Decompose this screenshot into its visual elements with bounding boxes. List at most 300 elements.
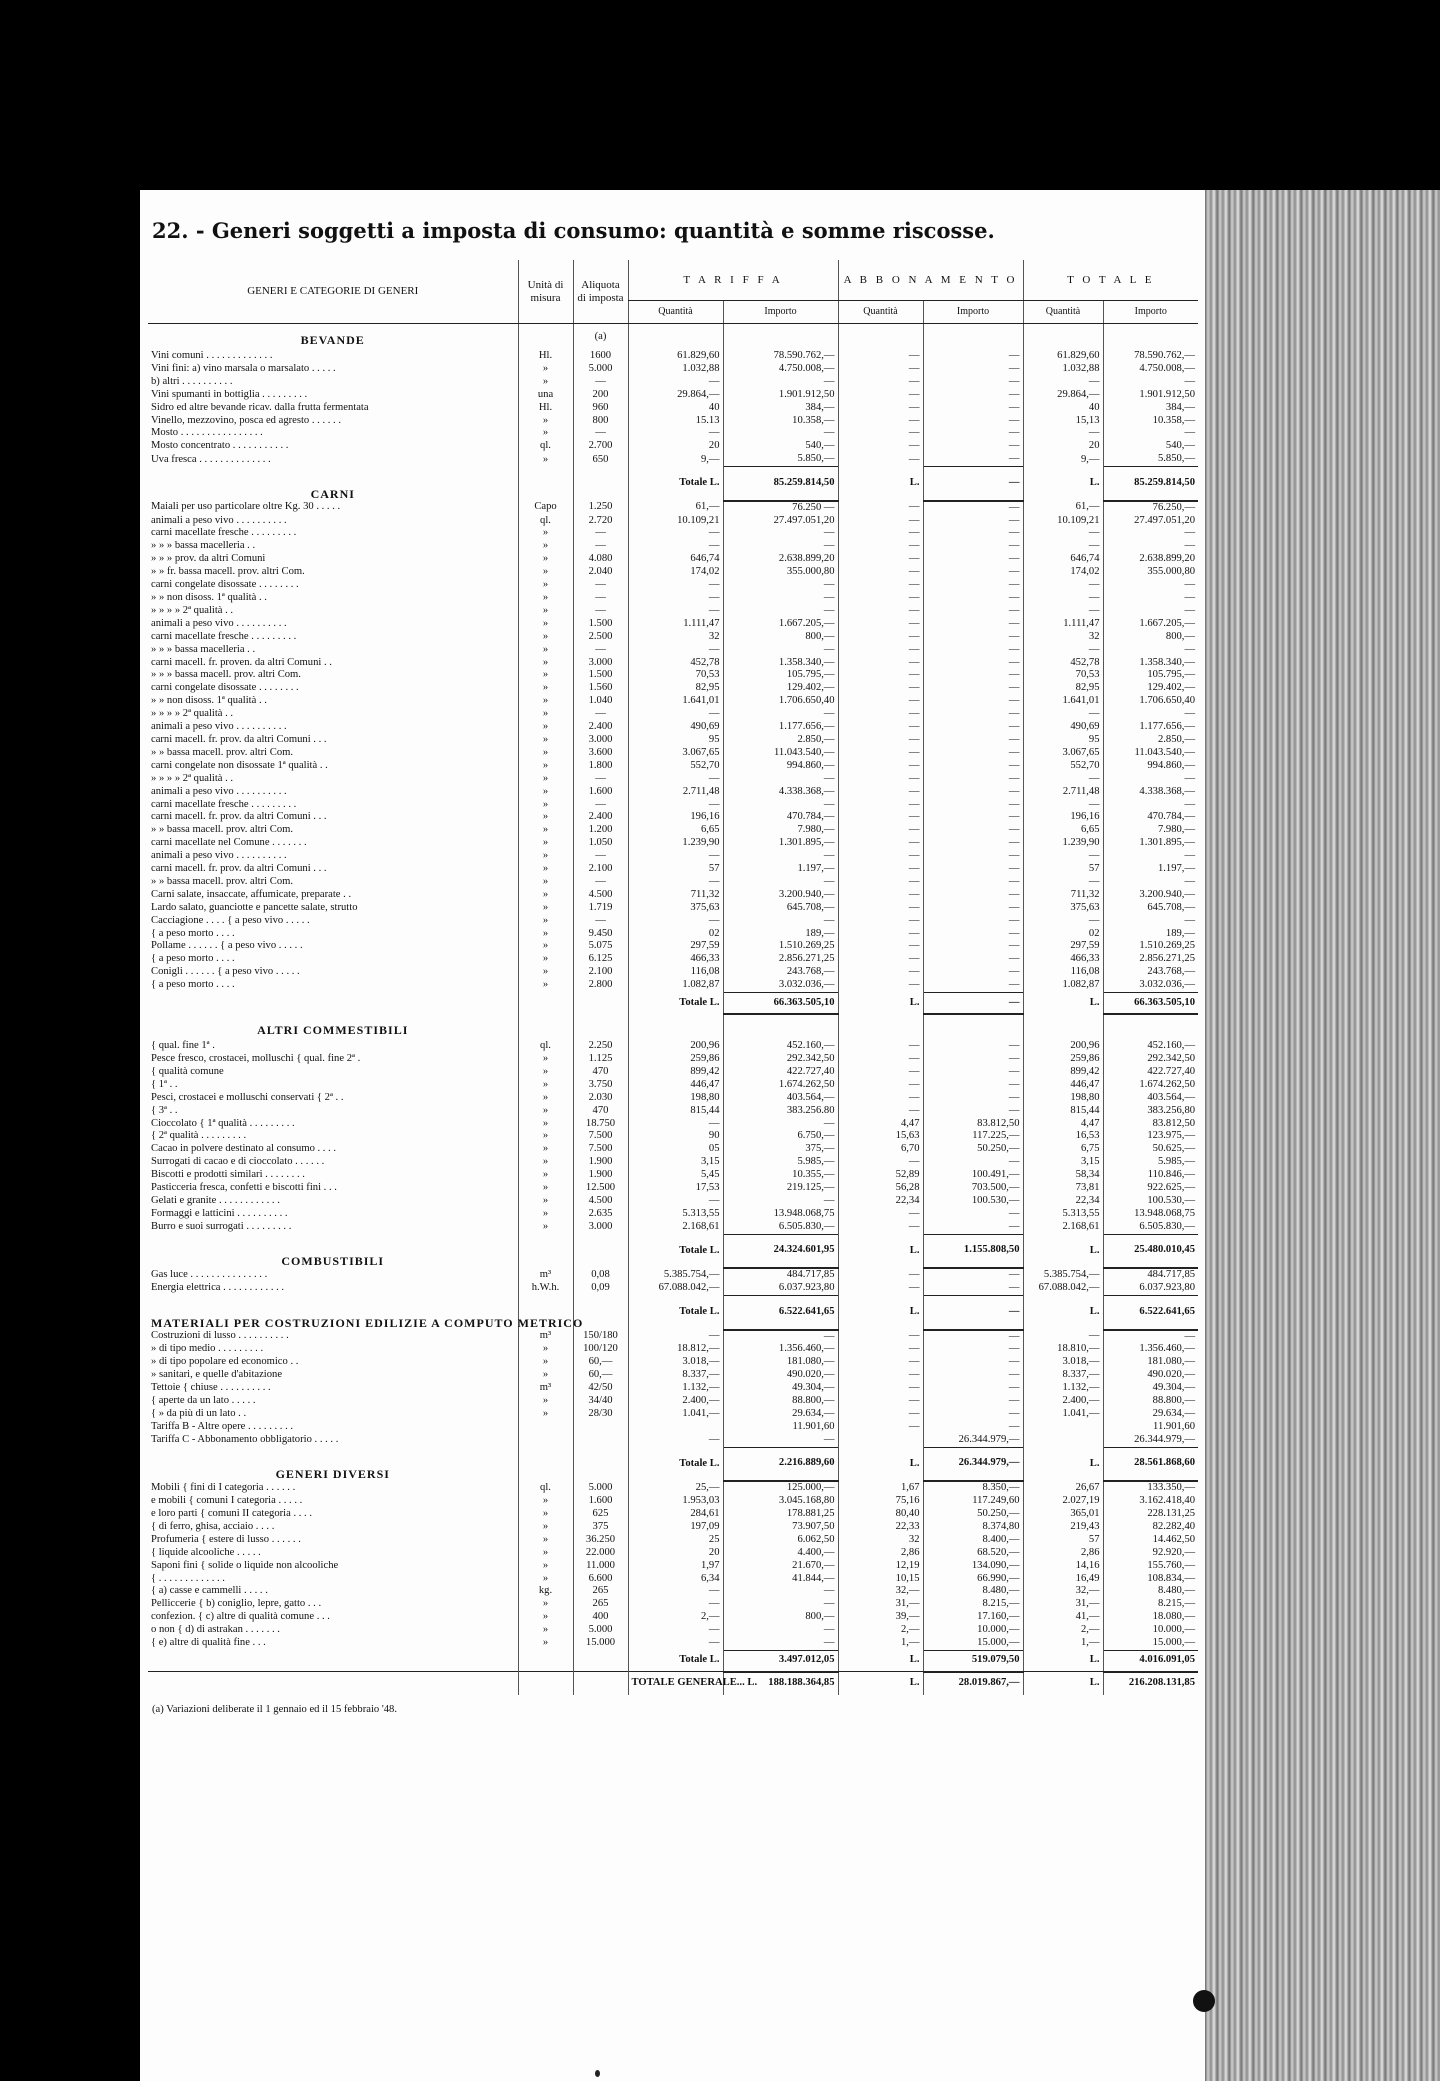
total-amount: 189,— [1103, 928, 1198, 941]
unit-cell: ql. [518, 515, 573, 528]
tariff-amount: 105.795,— [723, 669, 838, 682]
subscription-amount: — [923, 1421, 1023, 1434]
total-quantity: 552,70 [1023, 760, 1103, 773]
subscription-quantity: — [838, 657, 923, 670]
unit-cell: » [518, 876, 573, 889]
category-label: carni macell. fr. prov. da altri Comuni . . . [151, 811, 327, 823]
category-label: carni macellate fresche . . . . . . . . . [151, 527, 297, 539]
subscription-amount: — [923, 389, 1023, 402]
subscription-quantity: — [838, 811, 923, 824]
category-label: carni macellate fresche . . . . . . . . . [151, 630, 297, 642]
total-quantity: — [1023, 876, 1103, 889]
tariff-amount: 49.304,— [723, 1382, 838, 1395]
total-amount: 1.674.262,50 [1103, 1079, 1198, 1092]
tariff-quantity: 40 [628, 402, 723, 415]
total-quantity: 18.810,— [1023, 1343, 1103, 1356]
total-quantity: L. [1023, 1234, 1103, 1268]
subscription-amount: — [923, 811, 1023, 824]
total-quantity: 1.041,— [1023, 1408, 1103, 1421]
total-quantity: 2,— [1023, 1624, 1103, 1637]
empty-cell [628, 1421, 723, 1434]
subscription-quantity: — [838, 747, 923, 760]
rate-cell: 7.500 [573, 1143, 628, 1156]
tariff-quantity: — [628, 708, 723, 721]
subscription-quantity: — [838, 1356, 923, 1369]
tariff-quantity: — [628, 427, 723, 440]
subscription-amount: — [923, 1395, 1023, 1408]
table-row [148, 1195, 1198, 1208]
unit-cell: » [518, 966, 573, 979]
tariff-amount: 4.750.008,— [723, 363, 838, 376]
section-title: MATERIALI PER COSTRUZIONI EDILIZIE A COMPUTO METRICO [151, 1315, 584, 1330]
unit-cell: » [518, 1624, 573, 1637]
category-label: » » » prov. da altri Comuni [151, 553, 266, 565]
tariff-quantity: — [628, 1598, 723, 1611]
category-label: Sidro ed altre bevande ricav. dalla frutta fermentata [151, 401, 369, 413]
table-row [148, 1395, 1198, 1408]
tariff-quantity: 8.337,— [628, 1369, 723, 1382]
category-label: » di tipo popolare ed economico . . [151, 1356, 299, 1368]
subscription-amount: — [923, 1221, 1023, 1234]
rate-cell: 375 [573, 1521, 628, 1534]
category-label: { aperte da un lato . . . . . [151, 1395, 256, 1407]
subscription-quantity: — [838, 1208, 923, 1221]
rate-cell: 34/40 [573, 1395, 628, 1408]
tariff-quantity: Totale L. [628, 1234, 723, 1268]
tariff-quantity: 259,86 [628, 1053, 723, 1066]
total-quantity: L. [1023, 467, 1103, 501]
subscription-amount: — [923, 592, 1023, 605]
total-amount: 66.363.505,10 [1103, 993, 1198, 1015]
total-amount: — [1103, 527, 1198, 540]
total-quantity: L. [1023, 993, 1103, 1015]
total-amount: — [1103, 915, 1198, 928]
tariff-quantity: — [628, 579, 723, 592]
subscription-amount: — [923, 618, 1023, 631]
total-row [148, 993, 1198, 1015]
section-title: GENERI DIVERSI [275, 1467, 390, 1482]
rate-cell: 6.125 [573, 953, 628, 966]
total-amount: 6.505.830,— [1103, 1221, 1198, 1234]
unit-cell: » [518, 1343, 573, 1356]
tariff-amount: 6.522.641,65 [723, 1296, 838, 1330]
tariff-amount: 1.674.262,50 [723, 1079, 838, 1092]
subscription-amount: 83.812,50 [923, 1118, 1023, 1131]
category-label: { a peso morto . . . . [151, 953, 235, 965]
rate-cell: 2.250 [573, 1040, 628, 1053]
total-row [148, 1296, 1198, 1330]
tariff-quantity: 25,— [628, 1481, 723, 1495]
table-row [148, 1092, 1198, 1105]
subscription-quantity: L. [838, 1447, 923, 1481]
rate-cell: 1.050 [573, 837, 628, 850]
total-quantity: 174,02 [1023, 566, 1103, 579]
table-row [148, 979, 1198, 992]
subscription-quantity: 1,67 [838, 1481, 923, 1495]
table-row [148, 1066, 1198, 1079]
rate-cell: 28/30 [573, 1408, 628, 1421]
unit-cell: » [518, 1092, 573, 1105]
category-label: » » non disoss. 1ª qualità . . [151, 695, 267, 707]
rate-cell: 960 [573, 402, 628, 415]
tariff-quantity: 02 [628, 928, 723, 941]
tariff-quantity: — [628, 1585, 723, 1598]
table-row [148, 1268, 1198, 1282]
total-quantity: L. [1023, 1672, 1103, 1695]
subscription-amount: 15.000,— [923, 1637, 1023, 1650]
total-amount: 15.000,— [1103, 1637, 1198, 1650]
unit-cell: » [518, 553, 573, 566]
section-heading-row [148, 324, 1198, 351]
subscription-amount: 134.090,— [923, 1560, 1023, 1573]
subscription-quantity: — [838, 1369, 923, 1382]
empty-cell [518, 1447, 573, 1481]
unit-cell: » [518, 902, 573, 915]
total-amount: 1.667.205,— [1103, 618, 1198, 631]
table-row [148, 566, 1198, 579]
table-row [148, 966, 1198, 979]
rate-cell: 4.500 [573, 889, 628, 902]
subscription-quantity: — [838, 427, 923, 440]
total-amount: 3.032.036,— [1103, 979, 1198, 992]
table-row [148, 953, 1198, 966]
rate-cell: 1.500 [573, 618, 628, 631]
unit-cell: h.W.h. [518, 1282, 573, 1295]
tariff-amount: 994.860,— [723, 760, 838, 773]
rate-cell: 2.720 [573, 515, 628, 528]
total-amount: 7.980,— [1103, 824, 1198, 837]
category-label: carni congelate disossate . . . . . . . . [151, 579, 299, 591]
category-label: » » » » 2ª qualità . . [151, 604, 234, 616]
total-quantity: — [1023, 592, 1103, 605]
category-label: animali a peso vivo . . . . . . . . . . [151, 785, 287, 797]
unit-cell: ql. [518, 1040, 573, 1053]
tariff-amount: 5.985,— [723, 1156, 838, 1169]
rate-cell: 2.400 [573, 721, 628, 734]
subscription-amount: 68.520,— [923, 1547, 1023, 1560]
total-amount: 49.304,— [1103, 1382, 1198, 1395]
subscription-amount: — [923, 902, 1023, 915]
tariff-amount: 800,— [723, 631, 838, 644]
total-amount: 384,— [1103, 402, 1198, 415]
tariff-amount: 243.768,— [723, 966, 838, 979]
tariff-amount: 125.000,— [723, 1481, 838, 1495]
unit-cell: » [518, 1118, 573, 1131]
category-label: { » da più di un lato . . [151, 1407, 247, 1419]
rate-cell: 2.030 [573, 1092, 628, 1105]
total-amount: — [1103, 799, 1198, 812]
total-quantity: 365,01 [1023, 1508, 1103, 1521]
tariff-amount: 540,— [723, 440, 838, 453]
unit-cell: » [518, 824, 573, 837]
tariff-quantity: 466,33 [628, 953, 723, 966]
category-label: animali a peso vivo . . . . . . . . . . [151, 850, 287, 862]
subscription-quantity: — [838, 540, 923, 553]
category-label: Vini comuni . . . . . . . . . . . . . [151, 350, 273, 361]
subscription-quantity: 22,33 [838, 1521, 923, 1534]
empty-cell [923, 1014, 1023, 1040]
subscription-amount: — [923, 695, 1023, 708]
tariff-amount: 88.800,— [723, 1395, 838, 1408]
unit-cell: » [518, 760, 573, 773]
category-label: Mosto . . . . . . . . . . . . . . . . [151, 427, 263, 439]
total-quantity: — [1023, 605, 1103, 618]
category-label: carni macellate fresche . . . . . . . . . [151, 798, 297, 810]
subscription-quantity: — [838, 876, 923, 889]
subscription-quantity: — [838, 553, 923, 566]
total-amount: 25.480.010,45 [1103, 1234, 1198, 1268]
rate-cell: 7.500 [573, 1130, 628, 1143]
category-label: Mobili { fini di I categoria . . . . . . [151, 1481, 296, 1493]
total-amount: — [1103, 708, 1198, 721]
total-amount: 29.634,— [1103, 1408, 1198, 1421]
total-quantity: 8.337,— [1023, 1369, 1103, 1382]
total-quantity: — [1023, 799, 1103, 812]
table-row [148, 1130, 1198, 1143]
tariff-quantity: — [628, 540, 723, 553]
total-amount: 5.850,— [1103, 453, 1198, 466]
total-quantity: 219,43 [1023, 1521, 1103, 1534]
empty-cell [1023, 1014, 1103, 1040]
unit-cell: m³ [518, 1382, 573, 1395]
subscription-amount: — [923, 837, 1023, 850]
category-label: Lardo salato, guanciotte e pancette salate, strutto [151, 901, 358, 913]
rate-cell: 470 [573, 1066, 628, 1079]
empty-cell [518, 1672, 573, 1695]
table-row [148, 553, 1198, 566]
unit-cell: » [518, 1573, 573, 1586]
tariff-amount: 11.043.540,— [723, 747, 838, 760]
subscription-quantity: — [838, 402, 923, 415]
unit-cell: ql. [518, 1481, 573, 1495]
subscription-amount: — [923, 966, 1023, 979]
table-row [148, 1382, 1198, 1395]
subscription-quantity: 32,— [838, 1585, 923, 1598]
subscription-quantity: — [838, 979, 923, 992]
total-amount: 383.256,80 [1103, 1105, 1198, 1118]
total-quantity: 26,67 [1023, 1481, 1103, 1495]
empty-cell [628, 1014, 723, 1040]
category-label: Pollame . . . . . . { a peso vivo . . . . . [151, 940, 303, 952]
tariff-amount: 1.358.340,— [723, 657, 838, 670]
total-quantity: 61,— [1023, 501, 1103, 515]
tariff-quantity: — [628, 850, 723, 863]
table-row [148, 1521, 1198, 1534]
table-row [148, 363, 1198, 376]
total-row [148, 467, 1198, 501]
subscription-quantity: — [838, 824, 923, 837]
section-title: BEVANDE [300, 332, 365, 347]
tariff-amount: 3.200.940,— [723, 889, 838, 902]
tariff-quantity: 57 [628, 863, 723, 876]
tariff-quantity: — [628, 592, 723, 605]
subscription-amount: — [923, 553, 1023, 566]
table-row [148, 376, 1198, 389]
subscription-amount: — [923, 540, 1023, 553]
total-amount: 181.080,— [1103, 1356, 1198, 1369]
tariff-quantity: 200,96 [628, 1040, 723, 1053]
subscription-quantity: 4,47 [838, 1118, 923, 1131]
table-row [148, 1221, 1198, 1234]
tariff-amount: 78.590.762,— [723, 350, 838, 363]
category-label: { . . . . . . . . . . . . . [151, 1572, 225, 1584]
category-label: Surrogati di cacao e di cioccolato . . . . . . [151, 1156, 325, 1168]
category-label: Cacao in polvere destinato al consumo . . . . [151, 1143, 337, 1155]
total-amount: 3.162.418,40 [1103, 1495, 1198, 1508]
tariff-quantity: Totale L. [628, 1650, 723, 1672]
tariff-quantity: Totale L. [628, 467, 723, 501]
total-quantity: 1.641,01 [1023, 695, 1103, 708]
category-label: Pasticceria fresca, confetti e biscotti fini . . . [151, 1182, 337, 1194]
total-quantity: 14,16 [1023, 1560, 1103, 1573]
total-quantity: 57 [1023, 1534, 1103, 1547]
subscription-quantity: L. [838, 1672, 923, 1695]
category-label: { 1ª . . [151, 1078, 178, 1090]
subscription-quantity: — [838, 786, 923, 799]
tariff-amount: 2.638.899,20 [723, 553, 838, 566]
total-quantity: 196,16 [1023, 811, 1103, 824]
header-amount: Importo [723, 301, 838, 324]
tariff-amount: 2.850,— [723, 734, 838, 747]
tariff-amount: — [723, 579, 838, 592]
table-row [148, 1547, 1198, 1560]
subscription-quantity: — [838, 1221, 923, 1234]
category-label: { 2ª qualità . . . . . . . . . [151, 1130, 247, 1142]
empty-cell [838, 1014, 923, 1040]
tariff-quantity: 17,53 [628, 1182, 723, 1195]
unit-cell: » [518, 527, 573, 540]
tariff-amount: 188.188.364,85 [723, 1672, 838, 1695]
rate-cell: 625 [573, 1508, 628, 1521]
tariff-amount: 1.301.895,— [723, 837, 838, 850]
total-amount: — [1103, 773, 1198, 786]
total-quantity: 5.313,55 [1023, 1208, 1103, 1221]
total-quantity: 815,44 [1023, 1105, 1103, 1118]
subscription-amount: — [923, 953, 1023, 966]
total-amount: 8.215,— [1103, 1598, 1198, 1611]
rate-cell: 3.000 [573, 734, 628, 747]
rate-cell: — [573, 592, 628, 605]
total-amount: 1.197,— [1103, 863, 1198, 876]
table-row [148, 850, 1198, 863]
subscription-amount: 8.400,— [923, 1534, 1023, 1547]
total-amount: 78.590.762,— [1103, 350, 1198, 363]
unit-cell: » [518, 979, 573, 992]
unit-cell: » [518, 1508, 573, 1521]
tariff-quantity: 1.641,01 [628, 695, 723, 708]
rate-cell: 650 [573, 453, 628, 466]
tariff-amount: 6.750,— [723, 1130, 838, 1143]
empty-cell [148, 1672, 518, 1695]
unit-cell: una [518, 389, 573, 402]
total-quantity: 1.032,88 [1023, 363, 1103, 376]
header-amount: Importo [1103, 301, 1198, 324]
empty-cell [573, 1014, 628, 1040]
category-label: » » non disoss. 1ª qualità . . [151, 592, 267, 603]
rate-cell: — [573, 708, 628, 721]
tariff-amount: 10.358,— [723, 415, 838, 428]
subscription-amount: — [923, 721, 1023, 734]
total-quantity: 198,80 [1023, 1092, 1103, 1105]
unit-cell: » [518, 747, 573, 760]
table-row [148, 915, 1198, 928]
rate-cell: — [573, 644, 628, 657]
tariff-quantity: 815,44 [628, 1105, 723, 1118]
tariff-quantity: Totale L. [628, 993, 723, 1015]
subscription-quantity: — [838, 1105, 923, 1118]
table-row [148, 1169, 1198, 1182]
subscription-amount: — [923, 657, 1023, 670]
tariff-amount: 452.160,— [723, 1040, 838, 1053]
subscription-quantity: — [838, 760, 923, 773]
category-label: { a) casse e cammelli . . . . . [151, 1585, 268, 1597]
table-body [148, 324, 1198, 1695]
subscription-quantity: — [838, 1421, 923, 1434]
table-row [148, 350, 1198, 363]
unit-cell: » [518, 708, 573, 721]
tariff-quantity: 452,78 [628, 657, 723, 670]
tariff-quantity: 70,53 [628, 669, 723, 682]
unit-cell: » [518, 415, 573, 428]
table-row [148, 863, 1198, 876]
tariff-amount: 76.250 — [723, 501, 838, 515]
category-label: » » » » 2ª qualità . . [151, 772, 234, 784]
total-amount: 922.625,— [1103, 1182, 1198, 1195]
tariff-quantity: 10.109,21 [628, 515, 723, 528]
category-label: Mosto concentrato . . . . . . . . . . . [151, 440, 289, 452]
tariff-quantity: 5,45 [628, 1169, 723, 1182]
subscription-quantity: — [838, 566, 923, 579]
tariff-quantity: — [628, 1434, 723, 1447]
total-quantity: 899,42 [1023, 1066, 1103, 1079]
total-quantity: L. [1023, 1650, 1103, 1672]
header-unit: Unità di misura [518, 260, 573, 324]
unit-cell: » [518, 773, 573, 786]
total-quantity: — [1023, 915, 1103, 928]
unit-cell: » [518, 427, 573, 440]
tariff-quantity: 2.400,— [628, 1395, 723, 1408]
total-amount: — [1103, 427, 1198, 440]
empty-cell [573, 1421, 628, 1434]
total-quantity: 15,13 [1023, 415, 1103, 428]
category-label: » » » bassa macelleria . . [151, 540, 256, 552]
tariff-amount: 189,— [723, 928, 838, 941]
total-quantity: 16,53 [1023, 1130, 1103, 1143]
subscription-quantity: — [838, 605, 923, 618]
rate-cell: 12.500 [573, 1182, 628, 1195]
tariff-quantity: 3,15 [628, 1156, 723, 1169]
rate-cell: 1600 [573, 350, 628, 363]
rate-cell: 400 [573, 1611, 628, 1624]
subscription-quantity: — [838, 902, 923, 915]
tariff-amount: 4.338.368,— [723, 786, 838, 799]
subscription-quantity: 1,— [838, 1637, 923, 1650]
total-amount: 1.301.895,— [1103, 837, 1198, 850]
rate-cell: 1.600 [573, 1495, 628, 1508]
table-row [148, 1495, 1198, 1508]
category-label: Vinello, mezzovino, posca ed agresto . . . . . . [151, 414, 341, 426]
rate-cell: 5.000 [573, 1481, 628, 1495]
category-label: { liquide alcooliche . . . . . [151, 1546, 261, 1558]
table-row [148, 1118, 1198, 1131]
total-amount: 14.462,50 [1103, 1534, 1198, 1547]
category-label: animali a peso vivo . . . . . . . . . . [151, 514, 287, 526]
subscription-quantity: — [838, 515, 923, 528]
category-label: o non { d) di astrakan . . . . . . . [151, 1624, 280, 1636]
unit-cell: Capo [518, 501, 573, 515]
tariff-amount: 178.881,25 [723, 1508, 838, 1521]
unit-cell: » [518, 453, 573, 466]
